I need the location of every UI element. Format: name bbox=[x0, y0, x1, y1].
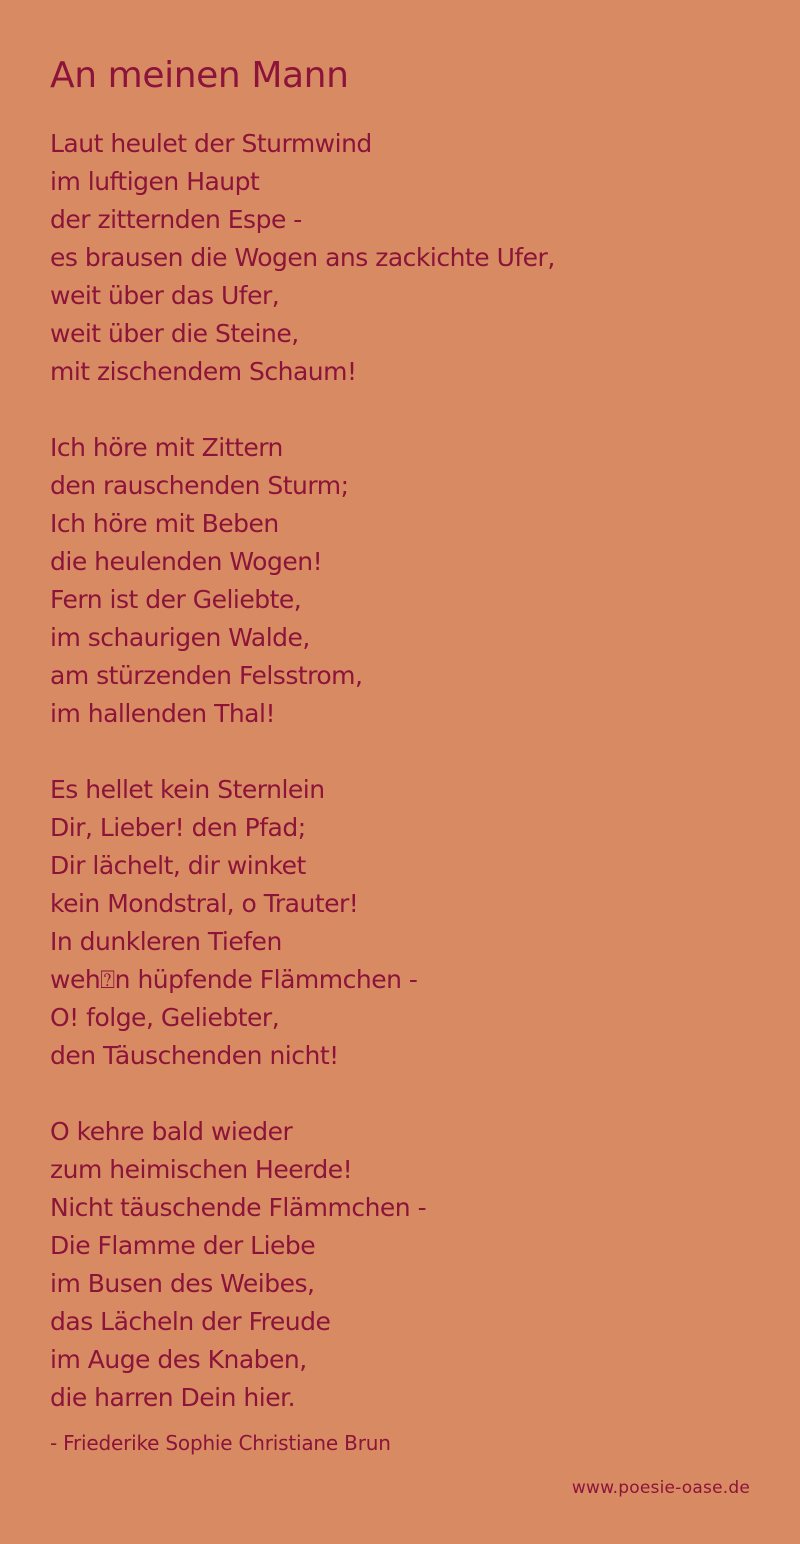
poem-line: mit zischendem Schaum! bbox=[50, 357, 357, 386]
poem-line: im Busen des Weibes, bbox=[50, 1269, 315, 1298]
poem-line: Nicht täuschende Flämmchen - bbox=[50, 1193, 427, 1222]
poem-line: Dir, Lieber! den Pfad; bbox=[50, 813, 306, 842]
poem-author: - Friederike Sophie Christiane Brun bbox=[50, 1431, 391, 1455]
poem-line: im luftigen Haupt bbox=[50, 167, 260, 196]
poem-line: O kehre bald wieder bbox=[50, 1117, 293, 1146]
poem-line: am stürzenden Felsstrom, bbox=[50, 661, 363, 690]
poem-line: Dir lächelt, dir winket bbox=[50, 851, 306, 880]
poem-line: den rauschenden Sturm; bbox=[50, 471, 349, 500]
poem-title: An meinen Mann bbox=[50, 55, 349, 96]
poem-line: Ich höre mit Beben bbox=[50, 509, 279, 538]
poem-line: das Lächeln der Freude bbox=[50, 1307, 331, 1336]
poem-line: kein Mondstral, o Trauter! bbox=[50, 889, 359, 918]
poem-line: der zitternden Espe - bbox=[50, 205, 302, 234]
poem-line: Die Flamme der Liebe bbox=[50, 1231, 316, 1260]
poem-line: die harren Dein hier. bbox=[50, 1383, 296, 1412]
poem-line: Fern ist der Geliebte, bbox=[50, 585, 302, 614]
poem-body bbox=[50, 125, 770, 1455]
stanza-2 bbox=[50, 429, 770, 733]
poem-line: O! folge, Geliebter, bbox=[50, 1003, 280, 1032]
poem-line: die heulenden Wogen! bbox=[50, 547, 323, 576]
poem-line: In dunkleren Tiefen bbox=[50, 927, 282, 956]
poem-line: im hallenden Thal! bbox=[50, 699, 275, 728]
poem-line: es brausen die Wogen ans zackichte Ufer, bbox=[50, 243, 555, 272]
poem-line: weit über die Steine, bbox=[50, 319, 299, 348]
poem-line: zum heimischen Heerde! bbox=[50, 1155, 353, 1184]
poem-line: im schaurigen Walde, bbox=[50, 623, 310, 652]
poem-line: den Täuschenden nicht! bbox=[50, 1041, 339, 1070]
stanza-4 bbox=[50, 1113, 770, 1417]
stanza-1 bbox=[50, 125, 770, 391]
poem-line: Es hellet kein Sternlein bbox=[50, 775, 325, 804]
website-url: www.poesie-oase.de bbox=[571, 1478, 750, 1498]
poem-line: Ich höre mit Zittern bbox=[50, 433, 283, 462]
poem-line: im Auge des Knaben, bbox=[50, 1345, 307, 1374]
stanza-3 bbox=[50, 771, 770, 1075]
poem-line: weh⍰n hüpfende Flämmchen - bbox=[50, 965, 418, 994]
poem-line: Laut heulet der Sturmwind bbox=[50, 129, 372, 158]
poem-line: weit über das Ufer, bbox=[50, 281, 280, 310]
